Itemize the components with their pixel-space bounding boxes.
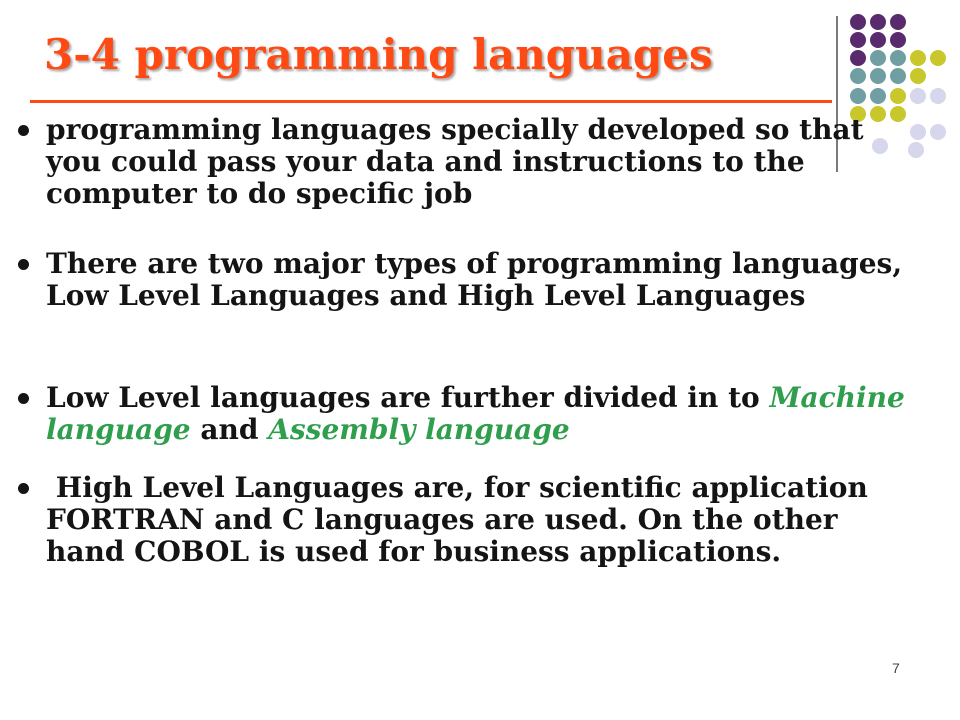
decorative-dot: [890, 32, 906, 48]
decorative-dot: [890, 88, 906, 104]
slide-title: 3-4 programming languages: [44, 30, 713, 79]
title-underline: [30, 100, 832, 103]
decorative-dot: [910, 68, 926, 84]
bullet-text: High Level Languages are, for scientific application FORTRAN and C languages are used. On the other hand COBOL is used for business applications.: [46, 471, 878, 568]
assembly-language-highlight: Assembly language: [268, 413, 570, 446]
bullet-icon: [18, 483, 29, 494]
decorative-dot: [870, 32, 886, 48]
decorative-dot: [930, 88, 946, 104]
bullet-icon: [18, 393, 29, 404]
bullet-icon: [18, 125, 29, 136]
bullet-text-part: and: [190, 413, 269, 446]
machine-language-highlight: Machine language: [46, 381, 905, 446]
decorative-dot: [850, 32, 866, 48]
decorative-dot: [908, 142, 924, 158]
bullet-text: There are two major types of programming languages, Low Level Languages and High Level Languages: [46, 247, 903, 312]
decorative-dot: [870, 88, 886, 104]
decorative-dot: [870, 50, 886, 66]
decorative-dot: [890, 50, 906, 66]
decorative-dot: [890, 68, 906, 84]
decorative-dot: [930, 124, 946, 140]
decorative-dot: [890, 14, 906, 30]
decorative-dot: [910, 88, 926, 104]
decorative-dot: [850, 14, 866, 30]
bullet-text: [46, 382, 906, 446]
decorative-dot: [910, 124, 926, 140]
bullet-text-part: Low Level languages are further divided in to: [46, 381, 770, 414]
decorative-dot: [850, 50, 866, 66]
decorative-dot: [930, 50, 946, 66]
decorative-dot: [870, 14, 886, 30]
bullet-text: programming languages specially developed so that you could pass your data and instructions to the computer to do specific job: [46, 113, 864, 210]
decorative-dot: [850, 68, 866, 84]
page-number: 7: [892, 660, 900, 676]
decorative-dot: [910, 50, 926, 66]
decorative-dot: [850, 88, 866, 104]
bullet-icon: [18, 259, 29, 270]
decorative-dot: [870, 68, 886, 84]
